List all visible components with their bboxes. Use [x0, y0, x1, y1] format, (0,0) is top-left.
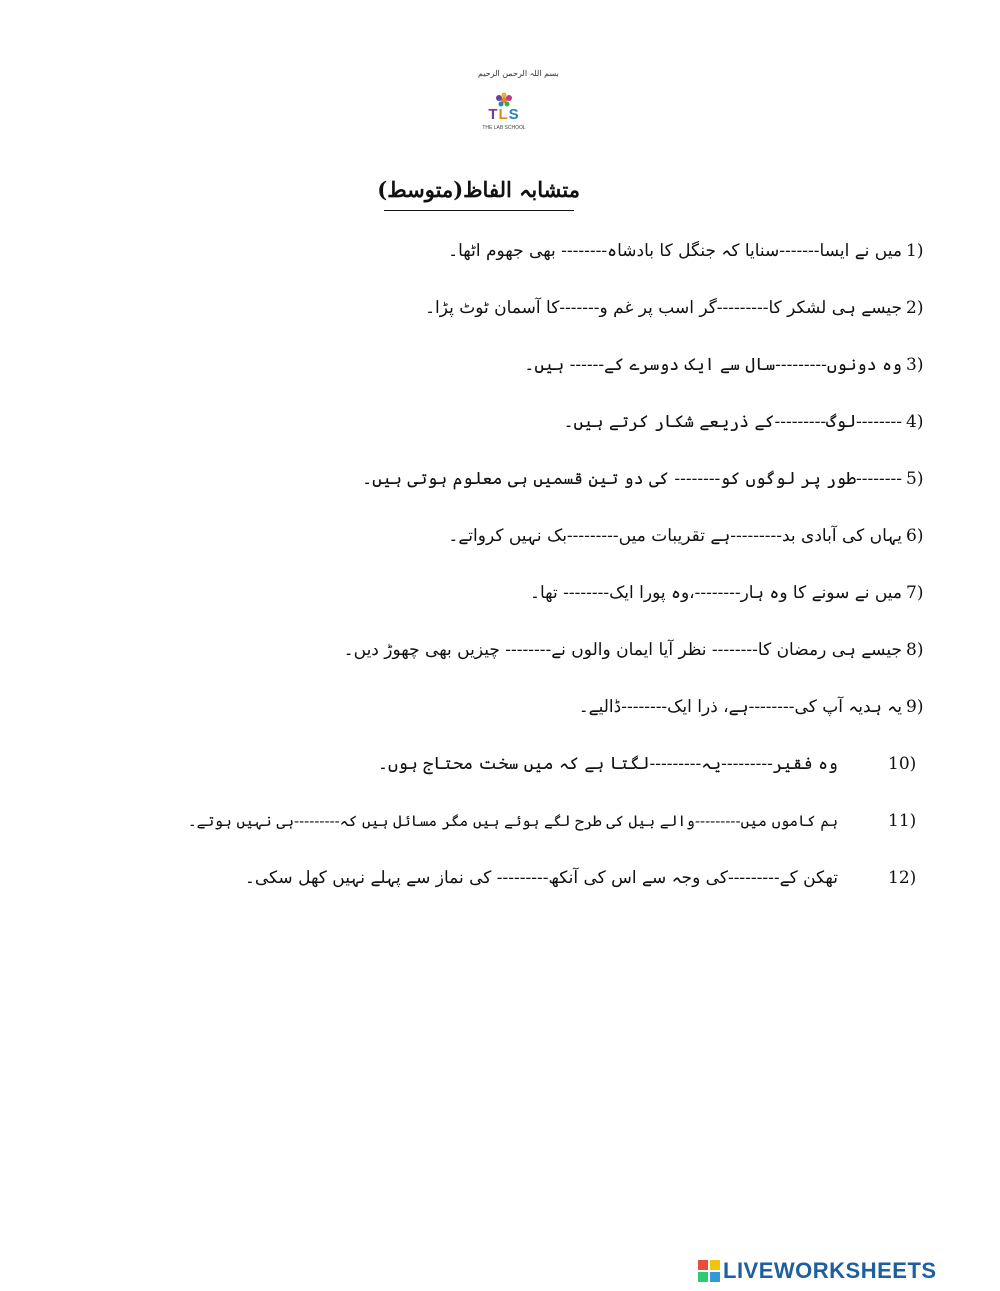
question-text-1: میں نے ایسا-------سنایا کہ جنگل کا بادشاہ-------- بھی جھوم اٹھا۔ [448, 241, 902, 261]
liveworksheets-brand [698, 1257, 994, 1283]
liveworksheets-logo-icon [698, 1260, 720, 1282]
question-number-8: 8) [906, 640, 924, 660]
question-number-12: 12) [888, 868, 917, 888]
question-text-3: وہ دونوں---------سال سے ایک دوسرے کے------ ہیں۔ [524, 355, 902, 375]
question-number-5: 5) [906, 469, 924, 489]
bismillah-calligraphy: بسم اللہ الرحمن الرحیم [478, 69, 559, 78]
question-text-6: یہاں کی آبادی بد---------ہے تقریبات میں---------بک نہیں کرواتے۔ [448, 526, 902, 546]
question-number-9: 9) [906, 697, 924, 717]
logo-subtext: THE LAB SCHOOL [482, 125, 526, 131]
question-number-11: 11) [888, 811, 917, 831]
question-number-4: 4) [906, 412, 924, 432]
question-number-3: 3) [906, 355, 924, 375]
question-text-2: جیسے ہی لشکر کا---------گر اسب پر غم و-------کا آسمان ٹوٹ پڑا۔ [425, 298, 902, 318]
question-number-6: 6) [906, 526, 924, 546]
question-number-1: 1) [906, 241, 924, 261]
question-text-11: ہم کاموں میں---------والے بیل کی طرح لگے ہوئے ہیں مگر مسائل ہیں کہ---------ہی نہیں ہوتے۔ [187, 812, 838, 830]
question-text-9: یہ ہدیہ آپ کی--------ہے، ذرا ایک--------ڈالیے۔ [578, 697, 902, 717]
worksheet-title: متشابہ الفاظ(متوسط) [377, 177, 580, 202]
question-text-4: --------لوگ---------کے ذریعے شکار کرتے ہیں۔ [563, 412, 902, 432]
question-number-7: 7) [906, 583, 924, 603]
school-logo [478, 92, 530, 136]
question-text-10: وہ فقیر---------یہ---------لگتا ہے کہ میں سخت محتاج ہوں۔ [378, 754, 838, 774]
question-text-8: جیسے ہی رمضان کا-------- نظر آیا ایمان والوں نے-------- چیزیں بھی چھوڑ دیں۔ [343, 640, 902, 660]
logo-text: TLS [488, 106, 520, 123]
question-text-5: --------طور پر لوگوں کو-------- کی دو تین قسمیں ہی معلوم ہوتی ہیں۔ [362, 469, 902, 489]
liveworksheets-wordmark: LIVEWORKSHEETS [723, 1258, 937, 1283]
question-number-10: 10) [888, 754, 917, 774]
question-text-7: میں نے سونے کا وہ ہار--------،وہ پورا ایک-------- تھا۔ [530, 583, 902, 603]
question-text-12: تھکن کے---------کی وجہ سے اس کی آنکھ--------- کی نماز سے پہلے نہیں کھل سکی۔ [244, 868, 838, 888]
question-number-2: 2) [906, 298, 924, 318]
title-underline [384, 210, 574, 211]
